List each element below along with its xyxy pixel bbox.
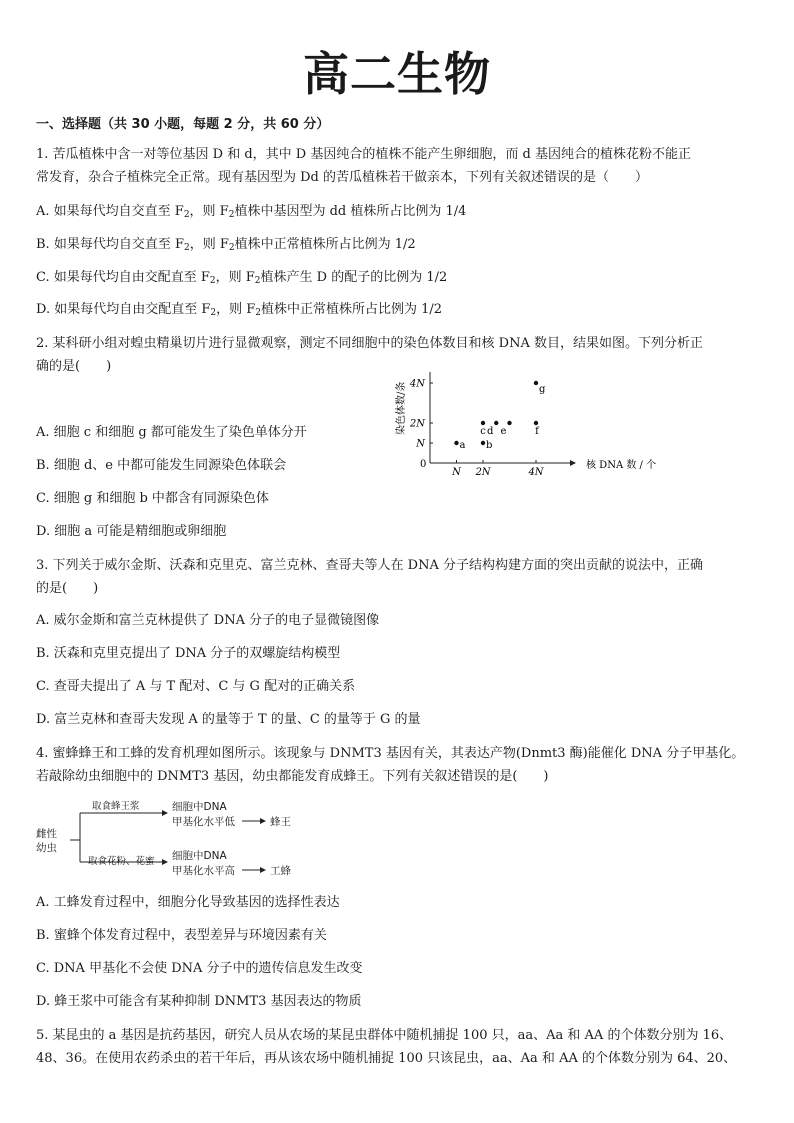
question-1-option-c: C. 如果每代均自由交配直至 $F_2$，则 $F_2$植株产生 D 的配子的比例为 1/2 [36,270,448,286]
bee-development-flow-diagram [36,795,336,880]
question-1-stem-line-1: 1. 苦瓜植株中含一对等位基因 D 和 d，其中 D 基因纯合的植株不能产生卵细胞，而 d 基因纯合的植株花粉不能正 [36,147,691,162]
x-tick-label: 4N [528,467,544,478]
flow-lower-result: 工蜂 [270,865,291,877]
y-tick-label: N [416,438,425,450]
question-3-option-c: C. 查哥夫提出了 A 与 T 配对、C 与 G 配对的正确关系 [36,679,356,694]
question-3-option-a: A. 威尔金斯和富兰克林提供了 DNA 分子的电子显微镜图像 [36,613,380,628]
data-label-d: d [487,426,494,437]
question-2-option-c: C. 细胞 g 和细胞 b 中都含有同源染色体 [36,491,269,506]
x-axis-arrow [570,460,576,466]
question-4-stem-line-1: 4. 蜜蜂蜂王和工蜂的发育机理如图所示。该现象与 DNMT3 基因有关，其表达产物(Dnmt3 酶)能催化 DNA 分子甲基化。 [36,746,745,761]
data-label-g: g [539,384,546,395]
data-label-f: f [535,426,539,437]
question-3-option-d: D. 富兰克林和查哥夫发现 A 的量等于 T 的量、C 的量等于 G 的量 [36,712,421,727]
section-header: 一、选择题（共 30 小题，每题 2 分，共 60 分） [36,117,330,132]
flow-lower-state-2: 甲基化水平高 [172,865,235,877]
chromosome-dna-scatter-chart [392,368,657,483]
data-label-a: a [459,440,466,451]
y-tick-label: 4N [409,378,425,390]
question-5-stem-line-1: 5. 某昆虫的 a 基因是抗药基因，研究人员从农场的某昆虫群体中随机捕捉 100 只，aa、Aa 和 AA 的个体数分别为 16、 [36,1028,733,1043]
question-4-option-a: A. 工蜂发育过程中，细胞分化导致基因的选择性表达 [36,895,340,910]
x-tick-label: 2N [475,467,491,478]
x-tick-label: N [452,467,461,478]
flow-upper-result: 蜂王 [270,816,291,828]
data-point-a [454,441,458,445]
question-4-option-d: D. 蜂王浆中可能含有某种抑制 DNMT3 基因表达的物质 [36,994,362,1009]
question-2-stem-line-1: 2. 某科研小组对蝗虫精巢切片进行显微观察，测定不同细胞中的染色体数目和核 DNA 数目，结果如图。下列分析正 [36,336,703,351]
y-tick-label: 2N [409,418,425,430]
x-axis-label: 核 DNA 数 / 个 [586,460,657,471]
data-point-f [534,421,538,425]
data-label-e: e [500,426,507,437]
flow-upper-state-2: 甲基化水平低 [172,816,235,828]
data-point-g [534,381,538,385]
data-point-c [481,421,485,425]
question-3-stem-line-1: 3. 下列关于威尔金斯、沃森和克里克、富兰克林、查哥夫等人在 DNA 分子结构构建方面的突出贡献的说法中，正确 [36,558,703,573]
question-1-option-a: A. 如果每代均自交直至 $F_2$，则 $F_2$植株中基因型为 dd 植株所占比例为 1/4 [36,204,467,220]
flow-upper-state-1: 细胞中DNA [172,801,227,813]
flow-upper-path-label: 取食蜂王浆 [92,801,140,812]
question-2-option-b: B. 细胞 d、e 中都可能发生同源染色体联会 [36,458,287,473]
question-1-option-d: D. 如果每代均自由交配直至 $F_2$，则 $F_2$植株中正常植株所占比例为 1/2 [36,302,443,318]
y-axis-label: 染色体数/条 [396,381,407,435]
data-label-c: c [480,426,486,437]
data-point-e [507,421,511,425]
flow-start-label: 雌性 幼虫 [36,828,57,854]
page-title: 高二生物 [303,47,491,101]
question-2-option-a: A. 细胞 c 和细胞 g 都可能发生了染色单体分开 [36,425,307,440]
data-point-b [481,441,485,445]
question-1-stem-line-2: 常发育，杂合子植株完全正常。现有基因型为 Dd 的苦瓜植株若干做亲本，下列有关叙述错误的是（ ） [36,170,649,185]
question-2-stem-line-2: 确的是( ) [36,359,112,374]
question-4-stem-line-2: 若敲除幼虫细胞中的 DNMT3 基因，幼虫都能发育成蜂王。下列有关叙述错误的是( ) [36,769,549,784]
data-point-d [494,421,498,425]
question-4-option-c: C. DNA 甲基化不会使 DNA 分子中的遗传信息发生改变 [36,961,363,976]
question-5-stem-line-2: 48、36。在使用农药杀虫的若干年后，再从该农场中随机捕捉 100 只该昆虫，aa、Aa 和 AA 的个体数分别为 64、20、 [36,1051,737,1066]
flow-lower-path-label: 取食花粉、花蜜 [88,856,155,867]
flow-lower-state-1: 细胞中DNA [172,850,227,862]
question-4-option-b: B. 蜜蜂个体发育过程中，表型差异与环境因素有关 [36,928,327,943]
question-3-option-b: B. 沃森和克里克提出了 DNA 分子的双螺旋结构模型 [36,646,341,661]
question-3-stem-line-2: 的是( ) [36,581,99,596]
question-1-option-b: B. 如果每代均自交直至 $F_2$，则 $F_2$植株中正常植株所占比例为 1/2 [36,237,416,253]
origin-label: 0 [420,459,427,470]
question-2-option-d: D. 细胞 a 可能是精细胞或卵细胞 [36,524,227,539]
data-label-b: b [486,440,493,451]
